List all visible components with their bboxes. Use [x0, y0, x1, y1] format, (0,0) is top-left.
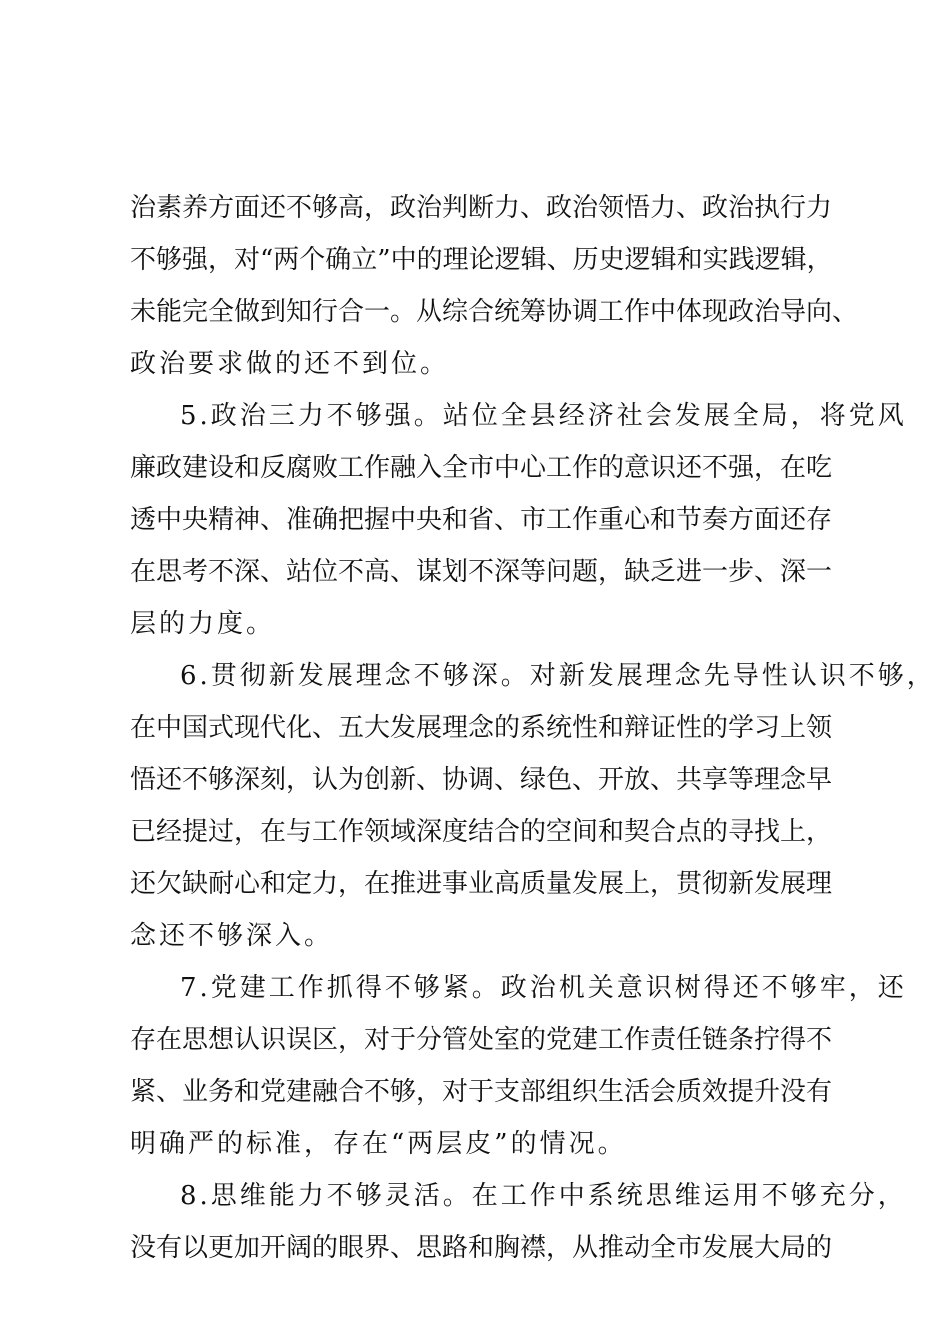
paragraph-heading-line: 7.党建工作抓得不够紧。政治机关意识树得还不够牢，还	[180, 973, 907, 1003]
body-text-line: 未能完全做到知行合一。从综合统筹协调工作中体现政治导向、	[130, 297, 859, 327]
paragraph-heading-line: 8.思维能力不够灵活。在工作中系统思维运用不够充分，	[180, 1181, 907, 1211]
body-text-line: 还欠缺耐心和定力，在推进事业高质量发展上，贯彻新发展理	[130, 869, 833, 899]
body-text-line: 在思考不深、站位不高、谋划不深等问题，缺乏进一步、深一	[130, 557, 833, 587]
body-text-line: 念还不够深入。	[130, 921, 334, 951]
body-text-line: 不够强，对“两个确立”中的理论逻辑、历史逻辑和实践逻辑，	[130, 245, 833, 275]
body-text-line: 层的力度。	[130, 609, 276, 639]
body-text-line: 在中国式现代化、五大发展理念的系统性和辩证性的学习上领	[130, 713, 833, 743]
document-body	[130, 182, 936, 1274]
body-text-line: 紧、业务和党建融合不够，对于支部组织生活会质效提升没有	[130, 1077, 833, 1107]
body-text-line: 明确严的标准，存在“两层皮”的情况。	[130, 1129, 627, 1159]
body-text-line: 悟还不够深刻，认为创新、协调、绿色、开放、共享等理念早	[130, 765, 833, 795]
body-text-line: 政治要求做的还不到位。	[130, 349, 450, 379]
body-text-line: 存在思想认识误区，对于分管处室的党建工作责任链条拧得不	[130, 1025, 833, 1055]
body-text-line: 廉政建设和反腐败工作融入全市中心工作的意识还不强，在吃	[130, 453, 833, 483]
body-text-line: 治素养方面还不够高，政治判断力、政治领悟力、政治执行力	[130, 193, 833, 223]
body-text-line: 透中央精神、准确把握中央和省、市工作重心和节奏方面还存	[130, 505, 833, 535]
paragraph-heading-line: 6.贯彻新发展理念不够深。对新发展理念先导性认识不够，	[180, 661, 936, 691]
body-text-line: 没有以更加开阔的眼界、思路和胸襟，从推动全市发展大局的	[130, 1233, 833, 1263]
body-text-line: 已经提过，在与工作领域深度结合的空间和契合点的寻找上，	[130, 817, 833, 847]
paragraph-heading-line: 5.政治三力不够强。站位全县经济社会发展全局，将党风	[180, 401, 907, 431]
